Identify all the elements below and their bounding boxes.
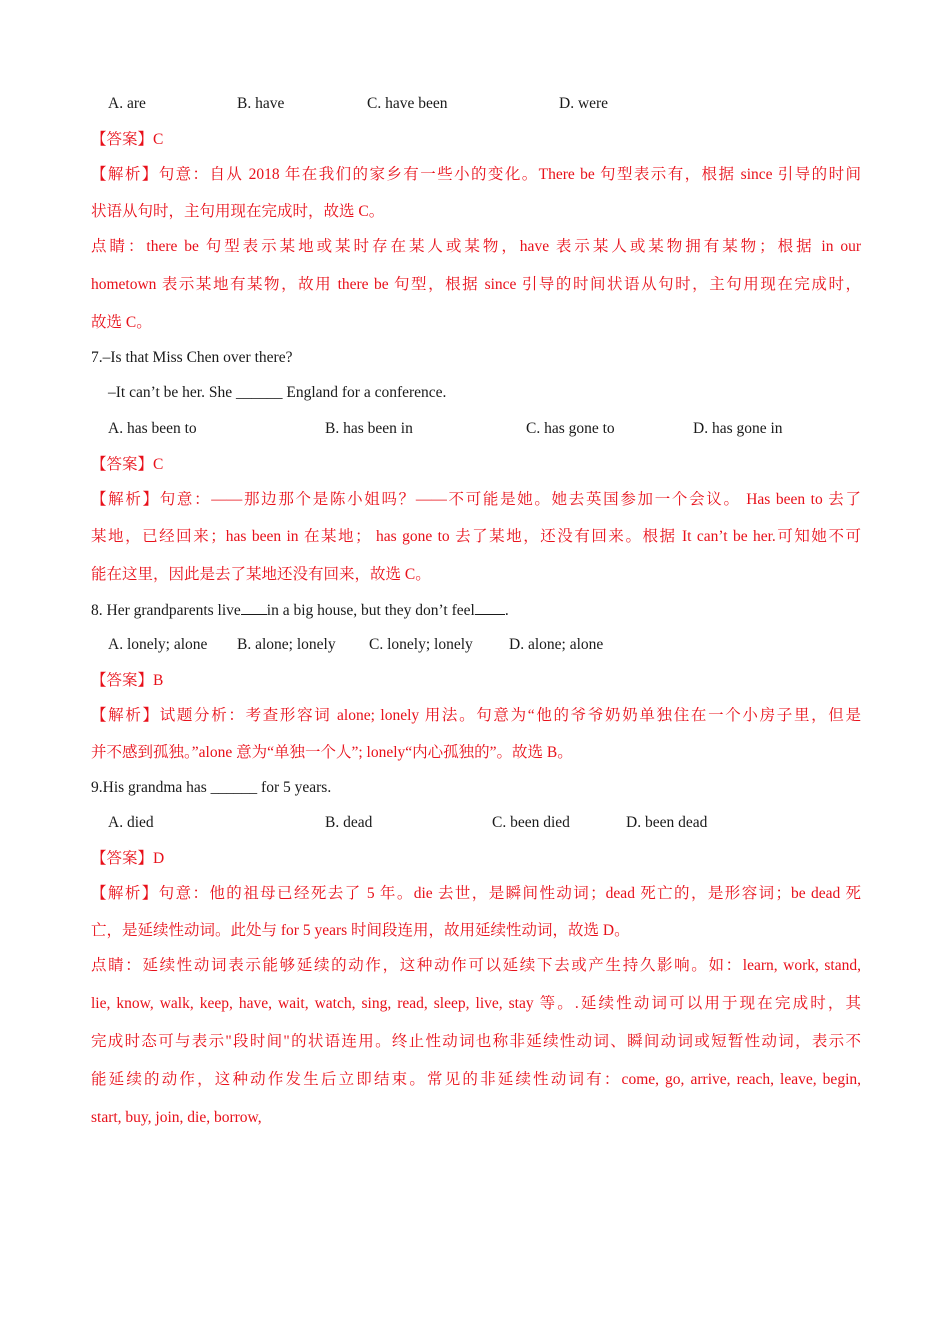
q7-analysis-line-3: 能在这里，因此是去了某地还没有回来，故选 C。: [91, 566, 431, 583]
q7-answer-value: C: [153, 456, 164, 473]
q8-option-c: C. lonely; lonely: [369, 636, 473, 653]
q9-option-c: C. been died: [492, 814, 570, 831]
q8-analysis-text-1: 试题分析：考查形容词 alone; lonely 用法。句意为“他的爷爷奶奶单独住在一个小房子里，但是: [159, 707, 861, 724]
q8-blank-1: [241, 600, 267, 615]
answer-tag: 【答案】: [91, 671, 154, 689]
q6-option-a: A. are: [108, 95, 146, 112]
q6-tip-line-3: 故选 C。: [91, 314, 152, 331]
q8-option-d: D. alone; alone: [509, 636, 604, 653]
q9-option-b: B. dead: [325, 814, 373, 831]
q8-option-a: A. lonely; alone: [108, 636, 208, 653]
q9-answer: [91, 848, 861, 869]
q6-option-d: D. were: [559, 95, 609, 112]
q9-tip-line-3: 完成时态可与表示"段时间"的状语连用。终止性动词也称非延续性动词、瞬间动词或短暂性动词，表示不: [91, 1033, 861, 1050]
q8-stem-part-2: in a big house, but they don’t feel: [266, 602, 475, 619]
q9-tip-line-4: 能延续的动作，这种动作发生后立即结束。常见的非延续性动词有：come, go, arrive, reach, leave, begin,: [91, 1071, 861, 1088]
q9-analysis-line-2: 亡，是延续性动词。此处与 for 5 years 时间段连用，故用延续性动词，故选 D。: [91, 922, 630, 939]
answer-tag: 【答案】: [91, 849, 154, 867]
q6-analysis-line-2: 状语从句时，主句用现在完成时，故选 C。: [91, 203, 385, 220]
q7-analysis-line-1: [91, 489, 861, 510]
q7-stem: 7.–Is that Miss Chen over there?: [91, 349, 293, 366]
q6-option-b: B. have: [237, 95, 285, 112]
q6-tip-line-1: 点睛：there be 句型表示某地或某时存在某人或某物，have 表示某人或某物拥有某物；根据 in our: [91, 238, 861, 255]
answer-tag: 【答案】: [91, 455, 154, 473]
q8-answer: [91, 670, 861, 691]
q6-answer: [91, 129, 861, 150]
q6-analysis-line-1: [91, 164, 861, 185]
q6-option-c: C. have been: [367, 95, 448, 112]
q6-analysis-text-1: 句意：自从 2018 年在我们的家乡有一些小的变化。There be 句型表示有，根据 since 引导的时间: [158, 166, 861, 183]
q7-option-d: D. has gone in: [693, 420, 783, 437]
q9-option-a: A. died: [108, 814, 154, 831]
q9-tip-line-1: 点睛：延续性动词表示能够延续的动作，这种动作可以延续下去或产生持久影响。如：learn, work, stand,: [91, 957, 861, 974]
q7-analysis-text-1: 句意：——那边那个是陈小姐吗？——不可能是她。她去英国参加一个会议。 Has been to 去了: [159, 491, 861, 508]
q7-analysis-line-2: 某地，已经回来；has been in 在某地； has gone to 去了某地，还没有回来。根据 It can’t be her.可知她不可: [91, 528, 861, 545]
q8-analysis-line-2: 并不感到孤独。”alone 意为“单独一个人”; lonely“内心孤独的”。故选 B。: [91, 744, 573, 761]
q7-option-b: B. has been in: [325, 420, 413, 437]
analysis-tag: 【解析】: [91, 884, 159, 902]
q7-option-c: C. has gone to: [526, 420, 615, 437]
q9-tip-line-2: lie, know, walk, keep, have, wait, watch, sing, read, sleep, live, stay 等。.延续性动词可以用于现在完成时，其: [91, 995, 861, 1012]
q7-option-a: A. has been to: [108, 420, 197, 437]
q9-tip-line-5: start, buy, join, die, borrow,: [91, 1109, 262, 1126]
q6-tip-line-2: hometown 表示某地有某物，故用 there be 句型，根据 since 引导的时间状语从句时，主句用现在完成时，: [91, 276, 861, 293]
analysis-tag: 【解析】: [91, 490, 160, 508]
q9-answer-value: D: [153, 850, 165, 867]
q7-answer: [91, 454, 861, 475]
q6-answer-value: C: [153, 131, 164, 148]
q8-blank-2: [475, 600, 505, 615]
q8-option-b: B. alone; lonely: [237, 636, 336, 653]
answer-tag: 【答案】: [91, 130, 154, 148]
q9-analysis-line-1: [91, 883, 861, 904]
q9-option-d: D. been dead: [626, 814, 708, 831]
q8-stem-part-1: 8. Her grandparents live: [91, 602, 241, 619]
q9-analysis-text-1: 句意：他的祖母已经死去了 5 年。die 去世，是瞬间性动词；dead 死亡的，是形容词；be dead 死: [158, 885, 861, 902]
q9-stem: 9.His grandma has ______ for 5 years.: [91, 779, 332, 796]
q8-answer-value: B: [153, 672, 164, 689]
q8-stem: [91, 600, 861, 621]
analysis-tag: 【解析】: [91, 165, 159, 183]
q8-stem-part-3: .: [504, 602, 509, 619]
q7-stem-2: –It can’t be her. She ______ England for a conference.: [108, 384, 447, 401]
analysis-tag: 【解析】: [91, 706, 160, 724]
q8-analysis-line-1: [91, 705, 861, 726]
